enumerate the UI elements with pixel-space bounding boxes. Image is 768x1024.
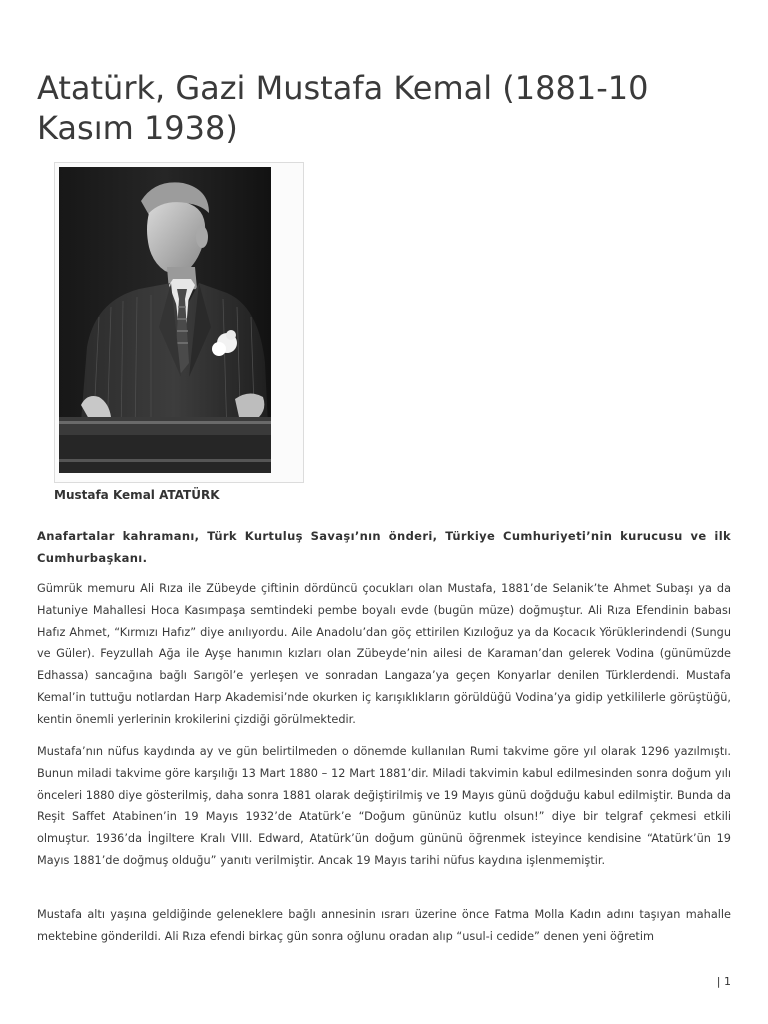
portrait-figure bbox=[54, 162, 304, 483]
body-paragraph: Mustafa altı yaşına geldiğinde geleneklere bağlı annesinin ısrarı üzerine önce Fatma Molla Kadın adını taşıyan mahalle mektebine gönderildi. Ali Rıza efendi birkaç gün sonra oğlunu oradan alıp “usul-i cedide” denen yeni öğretim bbox=[37, 908, 731, 943]
body-paragraph: Gümrük memuru Ali Rıza ile Zübeyde çiftinin dördüncü çocukları olan Mustafa, 1881’de Selanik’te Ahmet Subaşı ya da Hatuniye Mahallesi Hoca Kasımpaşa semtindeki pembe boyalı evde (bugün müze) doğmuştur. Ali Rıza Efendinin babası Hafız Ahmet, “Kırmızı Hafız” diye anılıyordu. Aile Anadolu’dan göç ettirilen Kızıloğuz ya da Kocacık Yörüklerindendi (Sungu ve Güler). Feyzullah Ağa ile Ayşe hanımın kızları olan Zübeyde’nin ailesi de Karaman’dan gelerek Vodina (günümüzde Edhassa) sancağına bağlı Sarıgöl’e yerleşen ve sonradan Langaza’ya geçen Konyarlar denilen Türklerdendi. Mustafa Kemal’in tuttuğu notlardan Harp Akademisi’nde okurken iç karışıklıkların görüldüğü Vodina’ya gidip yetkililerle görüştüğü, kentin önemli yerlerinin krokilerini çizdiği görülmektedir. bbox=[37, 582, 731, 726]
page-title: Atatürk, Gazi Mustafa Kemal (1881-10 Kasım 1938) bbox=[37, 69, 649, 147]
figure-caption: Mustafa Kemal ATATÜRK bbox=[54, 488, 220, 502]
body-paragraph: Mustafa’nın nüfus kaydında ay ve gün belirtilmeden o dönemde kullanılan Rumi takvime göre yıl olarak 1296 yazılmıştı. Bunun miladi takvime göre karşılığı 13 Mart 1880 – 12 Mart 1881’dir. Miladi takvimin kabul edilmesinden sonra doğum yılı önceleri 1880 diye gösterilmiş, daha sonra 1881 olarak değiştirilmiş ve 19 Mayıs günü doğduğu kabul edilmiştir. Bunda da Reşit Saffet Atabinen’in 19 Mayıs 1932’de Atatürk’e “Doğum gününüz kutlu olsun!” diye bir telgraf çekmesi etkili olmuştur. 1936’da İngiltere Kralı VIII. Edward, Atatürk’ün doğum gününü öğrenmek isteyince kendisine “Atatürk’ün 19 Mayıs 1881’de doğmuş olduğu” yanıtı verilmiştir. Ancak 19 Mayıs tarihi nüfus kaydına işlenmemiştir. bbox=[37, 745, 731, 867]
lead-paragraph: Anafartalar kahramanı, Türk Kurtuluş Savaşı’nın önderi, Türkiye Cumhuriyeti’nin kurucusu ve ilk Cumhurbaşkanı. bbox=[37, 529, 731, 565]
portrait-photo bbox=[59, 167, 271, 473]
page-number: | 1 bbox=[716, 975, 731, 988]
